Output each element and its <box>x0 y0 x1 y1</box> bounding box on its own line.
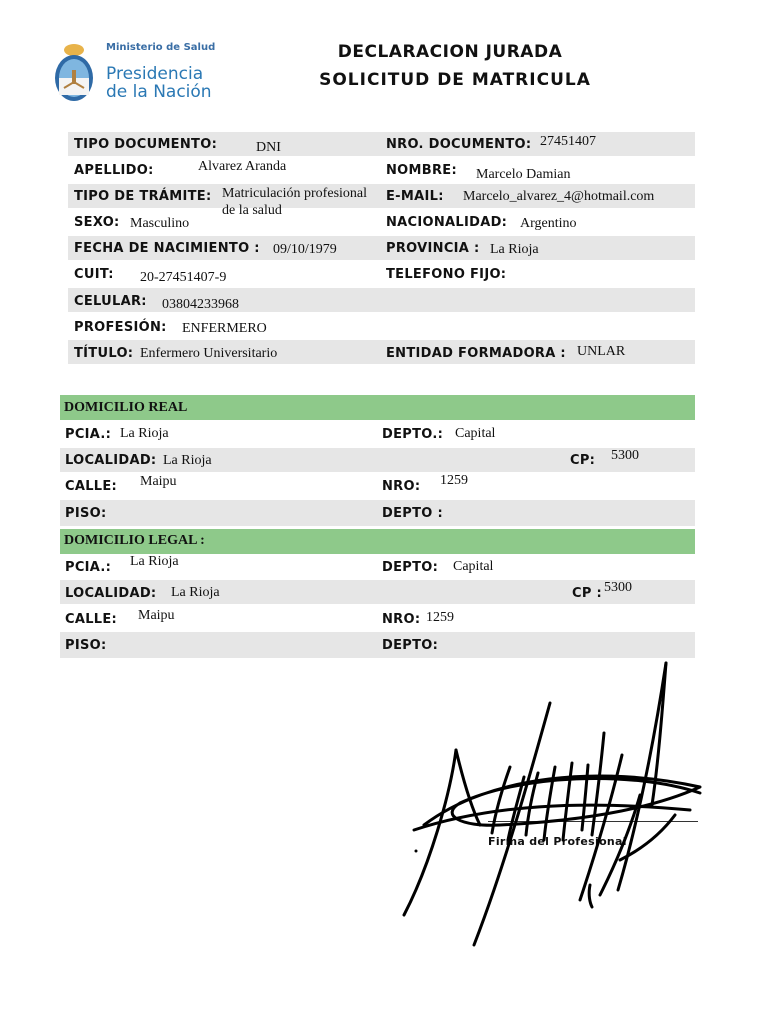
tipo-tramite-label: TIPO DE TRÁMITE: <box>74 189 212 204</box>
real-cp-value: 5300 <box>611 448 639 463</box>
real-pcia-label: PCIA.: <box>65 427 112 442</box>
real-cp-label: CP: <box>570 453 596 468</box>
ministry-label: Ministerio de Salud <box>106 42 216 53</box>
real-localidad-label: LOCALIDAD: <box>65 453 157 468</box>
legal-nro-label: NRO: <box>382 612 421 627</box>
profesion-value: ENFERMERO <box>182 321 267 336</box>
nombre-value: Marcelo Damian <box>476 167 571 182</box>
tipo-documento-label: TIPO DOCUMENTO: <box>74 137 218 152</box>
tipo-tramite-value-1: Matriculación profesional <box>222 186 368 201</box>
page-subtitle: SOLICITUD DE MATRICULA <box>319 70 591 90</box>
real-localidad-value: La Rioja <box>163 453 212 468</box>
domicilio-real-title: DOMICILIO REAL <box>64 400 188 415</box>
sexo-value: Masculino <box>130 216 190 231</box>
legal-calle-value: Maipu <box>138 608 175 623</box>
legal-depto-label: DEPTO: <box>382 560 439 575</box>
legal-calle-label: CALLE: <box>65 612 118 627</box>
legal-pcia-value: La Rioja <box>130 554 179 569</box>
legal-depto-value: Capital <box>453 559 494 574</box>
legal-depto2-label: DEPTO: <box>382 638 439 653</box>
real-depto2-label: DEPTO : <box>382 506 443 521</box>
fecha-nacimiento-value: 09/10/1979 <box>273 242 337 257</box>
page-title: DECLARACION JURADA <box>337 42 563 62</box>
legal-pcia-label: PCIA.: <box>65 560 112 575</box>
fecha-nacimiento-label: FECHA DE NACIMIENTO : <box>74 241 260 256</box>
nacionalidad-value: Argentino <box>520 216 577 231</box>
legal-localidad-value: La Rioja <box>171 585 220 600</box>
handwritten-signature <box>400 655 710 955</box>
apellido-label: APELLIDO: <box>74 163 154 178</box>
legal-cp-value: 5300 <box>604 580 632 595</box>
nro-documento-value: 27451407 <box>540 134 596 149</box>
telefono-fijo-label: TELEFONO FIJO: <box>386 267 507 282</box>
tipo-tramite-value-2: de la salud <box>222 203 282 218</box>
real-piso-label: PISO: <box>65 506 107 521</box>
celular-label: CELULAR: <box>74 294 147 309</box>
real-depto-value: Capital <box>455 426 496 441</box>
real-calle-value: Maipu <box>140 474 177 489</box>
provincia-label: PROVINCIA : <box>386 241 480 256</box>
argentina-seal-icon <box>52 42 96 104</box>
email-label: E-MAIL: <box>386 189 444 204</box>
legal-nro-value: 1259 <box>426 610 454 625</box>
sexo-label: SEXO: <box>74 215 120 230</box>
real-depto-label: DEPTO.: <box>382 427 444 442</box>
cuit-value: 20-27451407-9 <box>140 270 227 285</box>
nombre-label: NOMBRE: <box>386 163 457 178</box>
entidad-formadora-label: ENTIDAD FORMADORA : <box>386 346 566 361</box>
domicilio-legal-title: DOMICILIO LEGAL : <box>64 533 205 548</box>
tipo-documento-value: DNI <box>256 140 281 155</box>
legal-cp-label: CP : <box>572 586 602 601</box>
nacion-label: de la Nación <box>106 82 212 102</box>
entidad-formadora-value: UNLAR <box>577 344 626 359</box>
real-nro-label: NRO: <box>382 479 421 494</box>
profesion-label: PROFESIÓN: <box>74 320 167 335</box>
nro-documento-label: NRO. DOCUMENTO: <box>386 137 532 152</box>
celular-value: 03804233968 <box>162 297 239 312</box>
legal-piso-label: PISO: <box>65 638 107 653</box>
row-band <box>60 500 695 526</box>
firma-label: Firma del Profesional <box>488 835 627 848</box>
presidencia-label: Presidencia <box>106 64 204 84</box>
real-calle-label: CALLE: <box>65 479 118 494</box>
titulo-label: TÍTULO: <box>74 346 134 361</box>
titulo-value: Enfermero Universitario <box>140 346 278 361</box>
nacionalidad-label: NACIONALIDAD: <box>386 215 508 230</box>
apellido-value: Alvarez Aranda <box>198 159 287 174</box>
provincia-value: La Rioja <box>490 242 539 257</box>
cuit-label: CUIT: <box>74 267 114 282</box>
real-nro-value: 1259 <box>440 473 468 488</box>
legal-localidad-label: LOCALIDAD: <box>65 586 157 601</box>
email-value: Marcelo_alvarez_4@hotmail.com <box>463 189 655 204</box>
real-pcia-value: La Rioja <box>120 426 169 441</box>
